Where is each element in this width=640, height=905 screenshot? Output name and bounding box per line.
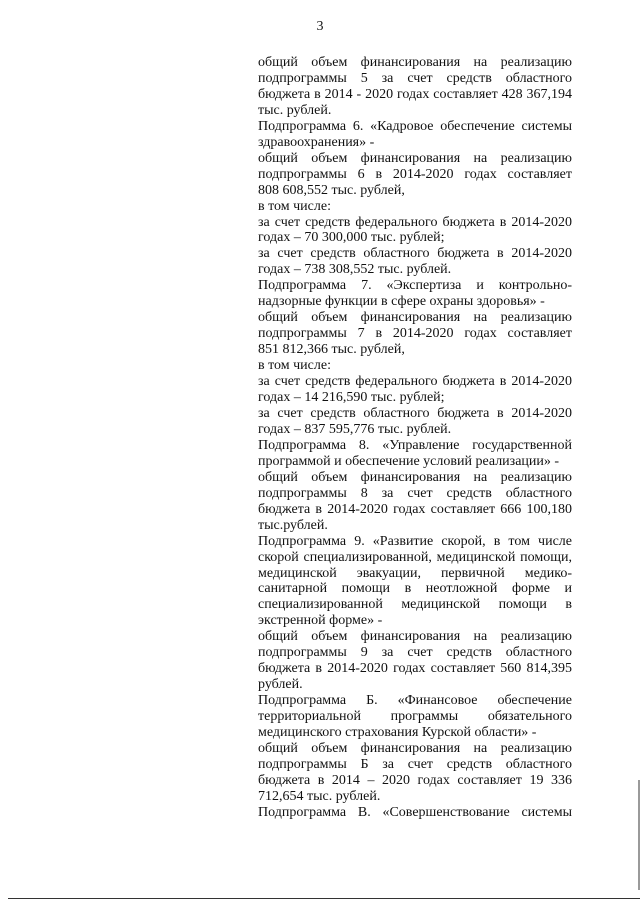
text-line: скорой специализированной, медицинской помощи, [258,549,572,565]
text-line: подпрограммы 7 в 2014-2020 годах составляет [258,326,572,342]
text-line: бюджета в 2014 – 2020 годах составляет 19 336 [258,772,572,788]
text-line: годах – 738 308,552 тыс. рублей. [258,262,452,278]
text-line: Подпрограмма В. «Совершенствование системы [258,804,572,820]
paragraph [258,470,572,534]
text-line: подпрограммы 9 за счет средств областного [258,645,572,661]
paragraph [258,534,572,630]
text-line: общий объем финансирования на реализацию [258,469,572,485]
text-line: территориальной программы обязательного [258,709,572,725]
text-line: за счет средств областного бюджета в 2014-2020 [258,246,572,262]
text-line: подпрограммы 8 за счет средств областного [258,485,572,501]
paragraph [258,199,572,215]
text-line: годах – 837 595,776 тыс. рублей. [258,421,452,437]
text-line: надзорные функции в сфере охраны здоровья» - [258,294,545,310]
text-line: 851 812,366 тыс. рублей, [258,342,405,358]
paragraph [258,406,572,438]
paragraph [258,629,572,693]
paragraph [258,278,572,310]
text-line: годах – 70 300,000 тыс. рублей; [258,230,445,246]
text-line: подпрограммы Б за счет средств областного [258,756,572,772]
document-body [258,55,572,821]
paragraph [258,55,572,119]
text-line: медицинской эвакуации, первичной медико- [258,565,572,581]
text-line: 808 608,552 тыс. рублей, [258,182,405,198]
text-line: рублей. [258,677,303,693]
text-line: специализированной медицинской помощи в [258,597,572,613]
paragraph [258,246,572,278]
text-line: Подпрограмма 8. «Управление государственной [258,437,572,453]
page-bottom-rule [8,898,640,899]
text-line: за счет средств областного бюджета в 2014-2020 [258,405,572,421]
text-line: бюджета в 2014-2020 годах составляет 560 814,395 [258,661,572,677]
text-line: санитарной помощи в неотложной форме и [258,581,572,597]
paragraph [258,805,572,821]
text-line: общий объем финансирования на реализацию [258,55,572,70]
text-line: в том числе: [258,198,331,214]
text-line: экстренной форме» - [258,613,383,629]
paragraph [258,358,572,374]
text-line: здравоохранения» - [258,134,375,150]
text-line: тыс.рублей. [258,517,328,533]
paragraph [258,119,572,151]
text-line: медицинского страхования Курской области» - [258,725,537,741]
text-line: подпрограммы 5 за счет средств областного [258,70,572,86]
text-line: Подпрограмма 6. «Кадровое обеспечение системы [258,118,572,134]
text-line: Подпрограмма 7. «Экспертиза и контрольно- [258,278,572,294]
text-line: программой и обеспечение условий реализации» - [258,453,560,469]
text-line: годах – 14 216,590 тыс. рублей; [258,390,445,406]
text-line: общий объем финансирования на реализацию [258,629,572,645]
paragraph [258,438,572,470]
text-line: Подпрограмма 9. «Развитие скорой, в том числе [258,533,572,549]
text-line: за счет средств федерального бюджета в 2014-2020 [258,374,572,390]
text-line: тыс. рублей. [258,102,332,118]
text-line: общий объем финансирования на реализацию [258,310,572,326]
text-line: общий объем финансирования на реализацию [258,150,572,166]
paragraph [258,310,572,358]
text-line: 712,654 тыс. рублей. [258,788,381,804]
text-line: за счет средств федерального бюджета в 2014-2020 [258,214,572,230]
paragraph [258,741,572,805]
text-line: бюджета в 2014-2020 годах составляет 666 100,180 [258,501,572,517]
paragraph [258,693,572,741]
paragraph [258,374,572,406]
paragraph [258,151,572,199]
text-line: подпрограммы 6 в 2014-2020 годах составляет [258,166,572,182]
text-line: Подпрограмма Б. «Финансовое обеспечение [258,693,572,709]
text-line: бюджета в 2014 - 2020 годах составляет 428 367,194 [258,86,572,102]
page-number: 3 [316,19,324,34]
paragraph [258,215,572,247]
text-line: в том числе: [258,358,331,374]
text-line: общий объем финансирования на реализацию [258,740,572,756]
